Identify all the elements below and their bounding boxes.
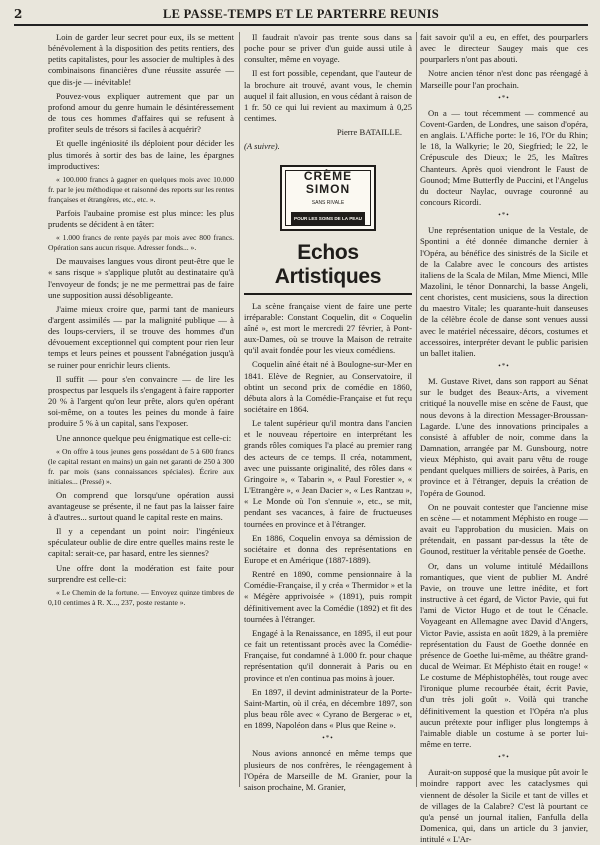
creme-simon-advertisement	[280, 165, 376, 231]
separator-ornament: •*•	[498, 753, 510, 762]
column-2	[244, 32, 412, 792]
paragraph: Or, dans un volume intitulé Médaillons romantiques, que vient de publier M. André Pavie, on trouve une lettre inédite, et fort instructive à cet égard, de Victor Pavie, qui fut l'ami de Victor Hugo et de tout le Cénacle. Voyageant en Allemagne avec David d'Angers, Victor Pavie, assista en août 1829, à la première représentation du Faust de Goethe donnée en présence de Goethe lui-même, au théâtre grand-ducal de Weimar. Et Méphisto était en rouge! « Le costume de Méphistophélès, tout rouge avec l'ironique plume recourbée était, écrit Pavie, d'un très joli goût ». Voilà qui tranche définitivement la question et l'Opéra n'a plus aucun prétexte pour infliger plus longtemps à l'aimable diable un costume à se porter lui-même en terre.	[420, 560, 588, 750]
column-1	[48, 32, 234, 789]
paragraph: Nous avions annoncé en même temps que plusieurs de nos confrères, le réengagement à l'Opéra de Marseille de M. Granier, pour la saison prochaine, M. Granier,	[244, 748, 412, 792]
separator-ornament: •*•	[498, 93, 510, 102]
column-3	[420, 32, 588, 845]
paragraph: M. Gustave Rivet, dans son rapport au Sénat sur le budget des Beaux-Arts, a vivement critiqué la nouvelle mise en scène de Faust, que nous devons à la direction Messager-Broussan-Lagarde. L'une des innovations principales a consisté à affubler de noir, comme dans la Damnation, arrangée par M. Gunsbourg, notre vieux Méphisto, qui avait paru vêtu de rouge pendant quelques milliers de soirées, à Paris, en province et à l'étranger, depuis la création de l'opéra de Gounod.	[420, 376, 588, 498]
paragraph: Une annonce quelque peu énigmatique est celle-ci:	[56, 432, 232, 443]
paragraph: Coquelin aîné était né à Boulogne-sur-Mer en 1841. Elève de Regnier, au Conservatoire, il obtint un second prix de comédie en 1860, débuta alors à la Comédie-Française et fut reçu sociétaire en 1864.	[244, 359, 412, 414]
paragraph: Loin de garder leur secret pour eux, ils se mettent bénévolement à la disposition des petits rentiers, des petits capitalistes, pour les associer de multiples à des combinaisons financières d'une réussite assurée — que dis-je — inévitable!	[48, 32, 234, 87]
paragraph: Notre ancien ténor n'est donc pas réengagé à Marseille pour l'an prochain.	[420, 68, 588, 90]
paragraph: En 1897, il devint administrateur de la Porte-Saint-Martin, où il créa, en décembre 1897, son plus beau rôle avec « Cyrano de Bergerac » et, en 1899, Napoléon dans « Plus que Reine ».	[244, 686, 412, 731]
paragraph: On comprend que lorsqu'une opération aussi avantageuse se présente, il ne faut pas la laisser faire à d'autres... surtout quand le capital reste en mains.	[48, 489, 234, 522]
paragraph: Engagé à la Renaissance, en 1895, il eut pour ce fait un retentissant procès avec la Comédie-Française, fut condamné à 1.000 fr. pour chaque représentation qu'il donnerait à Paris ou en province et n'en continua pas moins à jouer.	[244, 627, 412, 683]
paragraph: On ne pouvait contester que l'ancienne mise en scène — et notamment Méphisto en rouge — avait eu l'approbation du musicien. Mais on prétendait, en passant par-dessus la tête de Gounod, restituer la véritable pensée de Goethe.	[420, 501, 588, 557]
paragraph: Il y a cependant un point noir: l'ingénieux spéculateur oublie de dire entre quelles mains reste le capital: serait-ce, par hasard, entre les siennes?	[48, 526, 234, 559]
ad-line-4: POUR LES SOINS DE LA PEAU	[291, 212, 365, 225]
paragraph: Une offre dont la modération est faite pour surprendre est celle-ci:	[48, 562, 234, 584]
paragraph: Rentré en 1890, comme pensionnaire à la Comédie-Française, il y créa « Thermidor » et la « Mégère apprivoisée » (1891), puis rompit définitivement avec la Comédie (1892) et fit des tournées à l'étranger.	[244, 569, 412, 624]
section-title: Echos Artistiques	[244, 241, 412, 295]
separator-ornament: •*•	[498, 362, 510, 371]
journal-title: LE PASSE-TEMPS ET LE PARTERRE REUNIS	[162, 6, 440, 21]
paragraph: Il suffit — pour s'en convaincre — de lire les prospectus par lesquels ils s'engagent à faire rapporter 20 % à l'argent qu'on leur prête, alors qu'en opérant soi-même, on a toutes les peines du monde à faire produire 5 % à un capital, sans l'exposer.	[48, 373, 234, 429]
paragraph: En 1886, Coquelin envoya sa démission de sociétaire et donna des représentations en Europe et en Amérique (1887-1889).	[244, 532, 412, 565]
paragraph: Le talent supérieur qu'il montra dans l'ancien et le nouveau répertoire en interprétant les grands rôles comiques l'a placé au premier rang des acteurs de ce temps. Il créa, notamment, avec une puissante originalité, des rôles dans « Gringoire », « Tabarin », « Paul Forestier », « L'Etrangère », « Jean Dacier », « Les Rantzau », « Le Monde où l'on s'ennuie », etc., se mit, pendant ses vacances, à faire de fructueuses tournées en province et à l'étranger.	[244, 418, 412, 529]
paragraph: Et quelle ingéniosité ils déploient pour décider les plus timorés à sortir des bas de laine, les épargnes improductives:	[48, 138, 234, 171]
ad-line-1: CRÈME	[303, 168, 353, 183]
author-signature: Pierre BATAILLE.	[336, 127, 402, 138]
quoted-ad: « 100.000 francs à gagner en quelques mois avec 10.000 fr. par le jeu méthodique et raisonné des reports sur les rentes françaises et étrangères, etc., etc. ».	[48, 174, 234, 204]
quoted-ad: « 1.000 francs de rente payés par mois avec 800 francs. Opération sans aucun risque. Adresser fonds... ».	[48, 233, 234, 253]
ad-line-3: SANS RIVALE	[311, 199, 345, 206]
paragraph: On a — tout récemment — commencé au Covent-Garden, de Londres, une saison d'opéra, en anglais. L'Affiche porte: le 16, l'Or du Rhin; le 18, la Walkyrie; le 20, Siegfried; le 22, le Crépuscule des Dieux; le 25, les Maîtres Chanteurs. Après quoi viendront le Faust de Gounod; Mme Butterfly de Puccini, et l'Angelus du docteur Naylac, ouvrage couronné au concours Ricordi.	[420, 107, 588, 208]
ad-line-2: SIMON	[305, 181, 351, 196]
quoted-ad: « On offre à tous jeunes gens possédant de 5 à 600 francs (le capital restant en mains) un gain net garanti de 250 à 300 fr. par mois (sans connaissances spéciales). Écrire aux initiales... (Pressé) ».	[48, 446, 234, 486]
paragraph: fait savoir qu'il a eu, en effet, des pourparlers avec le directeur Saugey mais que ces pourparlers n'ont pas abouti.	[420, 32, 588, 65]
paragraph: La scène française vient de faire une perte irréparable: Constant Coquelin, dit « Coquelin aîné », est mort le mercredi 27 février, à Pont-aux-Dames, où se trouve la Maison de retraite qu'il avait fondée pour les vieux comédiens.	[244, 300, 412, 356]
paragraph: Il faudrait n'avoir pas trente sous dans sa poche pour se priver d'un guide aussi utile à consulter, même en voyage.	[244, 32, 412, 65]
page-number: 2	[14, 7, 23, 21]
to-be-continued: (A suivre).	[244, 141, 280, 152]
page-header	[14, 4, 588, 26]
quoted-ad: « Le Chemin de la fortune. — Envoyez quinze timbres de 0,10 centimes à R. X..., 237, poste restante ».	[48, 587, 234, 607]
column-rule	[239, 32, 240, 787]
column-rule	[416, 32, 417, 787]
paragraph: Pouvez-vous expliquer autrement que par un profond amour du genre humain le désintéressement de tous ces hommes d'affaires qui se refusent à profiter seuls de trésors si faciles à acquérir?	[48, 90, 234, 135]
paragraph: Une représentation unique de la Vestale, de Spontini a été donnée dimanche dernier à l'Opéra, au bénéfice des sinistrés de la Sicile et de la Calabre avec le concours des artistes italiens de la Scala de Milan, Mme Mienci, Mlle Mazolini, le ténor Donnarchi, la basse Angeli, cent choristes, cent musiciens, sous la direction du maestro Vitale; les quarante-huit danseuses de la célèbre école de danse sont venues aussi avec le matériel nécessaire, décors, costumes et accessoires, interpréter devant le public parisien un ballet italien.	[420, 225, 588, 358]
paragraph: De mauvaises langues vous diront peut-être que le « sans risque » s'applique plutôt au destinataire qu'à l'envoyeur de fonds; je ne me permettrai pas de faire une supposition aussi désobligeante.	[48, 256, 234, 300]
separator-ornament: •*•	[498, 211, 510, 220]
paragraph: Aurait-on supposé que la musique pût avoir le moindre rapport avec les cataclysmes qui viennent de désoler la Sicile et tant de villes et de villages de la Calabre? C'est là pourtant ce qu'a pensé un journal italien, Fanfulla della Domenica, qui, dans un article du 3 janvier, intitulé « L'Ar-	[420, 767, 588, 845]
paragraph: Il est fort possible, cependant, que l'auteur de la brochure ait trouvé, avant vous, le chemin auquel il fait allusion, en vous cédant à raison de 1 fr. 50 ce qui lui revient au maximum à 0,25 centimes.	[244, 68, 412, 124]
separator-ornament: •*•	[322, 734, 334, 743]
paragraph: J'aime mieux croire que, parmi tant de manieurs d'argent assimilés — par la malignité publique — à des loups-cerviers, il se trouve des hommes d'un dévouement exceptionnel qui comptent pour rien leur temps et leurs peines et poussent l'abnégation jusqu'à se ruiner pour enrichir leurs clients.	[48, 303, 234, 370]
paragraph: Parfois l'aubaine promise est plus mince: les plus prudents se décident à en tâter:	[48, 207, 234, 230]
